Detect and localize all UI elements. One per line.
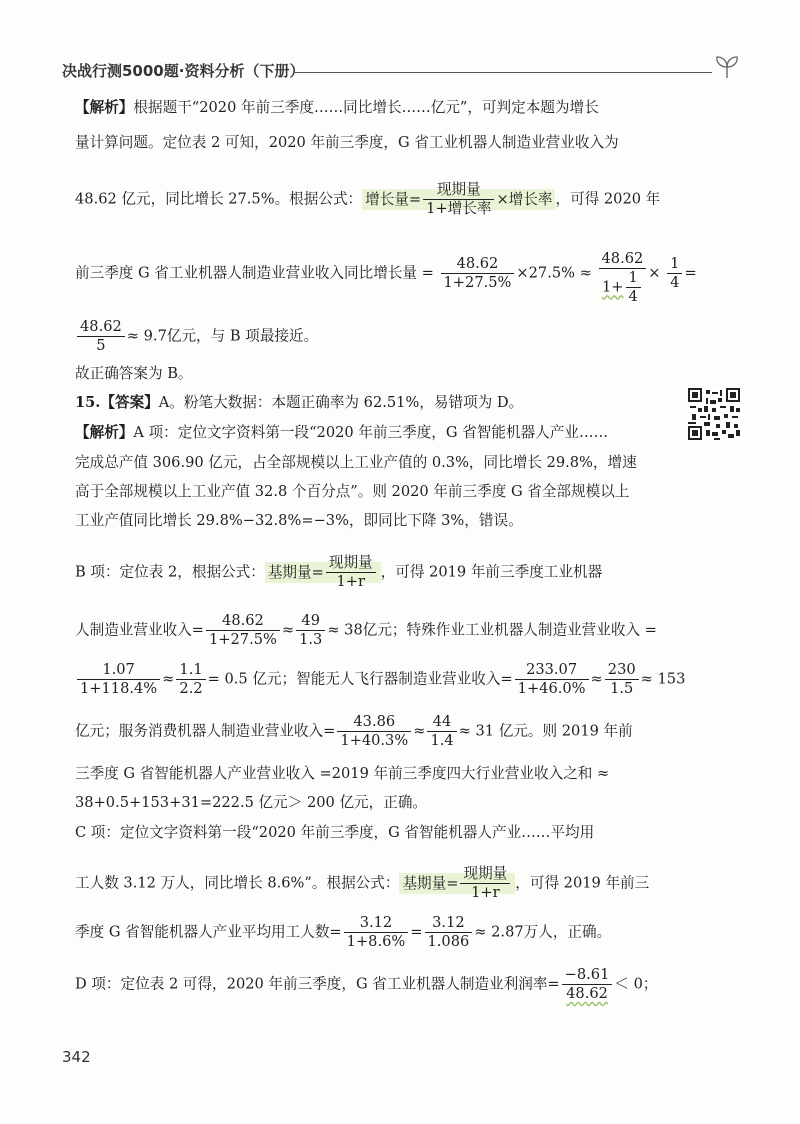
text-line: 人制造业营业收入= $\frac{48.62}{1+27.5\%}$ ≈ $\frac{49}{1.3}$ ≈ 38亿元；特殊作业工业机器人制造业营业收入 = (75, 612, 657, 648)
fraction: $\frac{1}{4}$ (626, 269, 641, 306)
base-formula: 基期量= $\frac{\text{现期量}}{1+r}$ (265, 562, 381, 583)
header-rule (294, 72, 712, 73)
fraction: $\frac{230}{1.5}$ (605, 661, 639, 698)
text-line: 【解析】A 项：定位文字资料第一段“2020 年前三季度，G 省智能机器人产业…… (75, 424, 609, 441)
text-line: 工人数 3.12 万人，同比增长 8.6%”。根据公式： 基期量= $\frac{\text{现期量}}{1+r}$ ，可得 2019 年前三 (75, 865, 650, 901)
fraction: $\frac{48.62}{1+27.5\%}$ (441, 255, 515, 292)
text-line: 完成总产值 306.90 亿元，占全部规模以上工业产值的 0.3%，同比增长 29.8%，增速 (75, 454, 637, 471)
text-line: 量计算问题。定位表 2 可知，2020 年前三季度，G 省工业机器人制造业营业收入为 (75, 134, 619, 151)
fraction: $\frac{1.07}{1+118.4\%}$ (77, 661, 160, 698)
text-line: 季度 G 省智能机器人产业平均用工人数= $\frac{3.12}{1+8.6\%}$ = $\frac{3.12}{1.086}$ ≈ 2.87万人，正确。 (75, 914, 612, 950)
fraction: $\frac{\text{现期量}}{1+r}$ (460, 865, 510, 902)
fraction: $\frac{48.62}{5}$ (77, 318, 125, 355)
text-line: $\frac{1.07}{1+118.4\%}$ ≈ $\frac{1.1}{2.2}$ = 0.5 亿元；智能无人飞行器制造业营业收入= $\frac{233.07}{1+46.0\%}$ ≈ $\frac{230}{1.5}$ ≈ 153 (75, 661, 685, 698)
fraction: $\frac{3.12}{1.086}$ (425, 914, 473, 951)
text-line: 工业产值同比增长 29.8%−32.8%=−3%，即同比下降 3%，错误。 (75, 512, 523, 529)
text-line: 高于全部规模以上工业产值 32.8 个百分点”。则 2020 年前三季度 G 省全部规模以上 (75, 483, 630, 500)
text-line: 38+0.5+153+31=222.5 亿元＞ 200 亿元，正确。 (75, 794, 428, 811)
page-number: 342 (62, 1048, 91, 1066)
text-line: 48.62 亿元，同比增长 27.5%。根据公式： 增长量= $\frac{\text{现期量}}{\text{1+增长率}}$ ×增长率 ，可得 2020 年 (75, 181, 661, 217)
fraction: $\frac{1.1}{2.2}$ (176, 661, 205, 698)
fraction: $\frac{\text{现期量}}{1+r}$ (326, 554, 376, 591)
fraction: $\frac{43.86}{1+40.3\%}$ (337, 713, 411, 750)
question-answer-line: 15.【答案】A。粉笔大数据：本题正确率为 62.51%，易错项为 D。 (75, 394, 524, 411)
text-line: 亿元；服务消费机器人制造业营业收入= $\frac{43.86}{1+40.3\%}$ ≈ $\frac{44}{1.4}$ ≈ 31 亿元。则 2019 年前 (75, 713, 633, 749)
text-line: D 项：定位表 2 可得，2020 年前三季度，G 省工业机器人制造业利润率= $\frac{-8.61}{48.62}$ ＜ 0； (75, 966, 658, 1002)
text-line: 【解析】根据题干“2020 年前三季度……同比增长……亿元”，可判定本题为增长 (75, 99, 599, 116)
fraction: $\frac{3.12}{1+8.6\%}$ (344, 914, 409, 951)
text-line: B 项：定位表 2，根据公式： 基期量= $\frac{\text{现期量}}{1+r}$ ，可得 2019 年前三季度工业机器 (75, 554, 603, 590)
text-line: C 项：定位文字资料第一段“2020 年前三季度，G 省智能机器人产业……平均用 (75, 824, 595, 841)
text-line: $\frac{48.62}{5}$ ≈ 9.7亿元，与 B 项最接近。 (75, 318, 318, 355)
fraction: $\frac{\text{现期量}}{\text{1+增长率}}$ (423, 181, 494, 218)
fraction: $\frac{48.62}{1+27.5\%}$ (206, 612, 280, 649)
fraction: $\frac{1}{4}$ (667, 255, 682, 292)
fraction: $\frac{233.07}{1+46.0\%}$ (515, 661, 589, 698)
fraction: $\frac{-8.61}{48.62}$ (562, 966, 613, 1003)
growth-formula: 增长量= $\frac{\text{现期量}}{\text{1+增长率}}$ ×增长率 (362, 189, 555, 210)
running-header (62, 56, 744, 82)
qr-code-icon[interactable] (688, 388, 740, 440)
text-line: 三季度 G 省智能机器人产业营业收入 =2019 年前三季度四大行业营业收入之和 ≈ (75, 765, 610, 782)
fraction: $\frac{44}{1.4}$ (427, 713, 456, 750)
fraction: $\frac{49}{1.3}$ (296, 612, 325, 649)
text-line: 前三季度 G 省工业机器人制造业营业收入同比增长量 = $\frac{48.62}{1+27.5\%}$ ×27.5% ≈ 48.62 1+ $\frac{1}{4}$ × $\frac{1}{4}$ = (75, 250, 697, 305)
base-formula: 基期量= $\frac{\text{现期量}}{1+r}$ (399, 873, 515, 894)
answer-line: 故正确答案为 B。 (75, 365, 193, 382)
sprout-icon (710, 54, 744, 80)
compound-fraction: 48.62 1+ $\frac{1}{4}$ (599, 250, 647, 306)
book-title: 决战行测5000题·资料分析（下册） (62, 62, 305, 80)
